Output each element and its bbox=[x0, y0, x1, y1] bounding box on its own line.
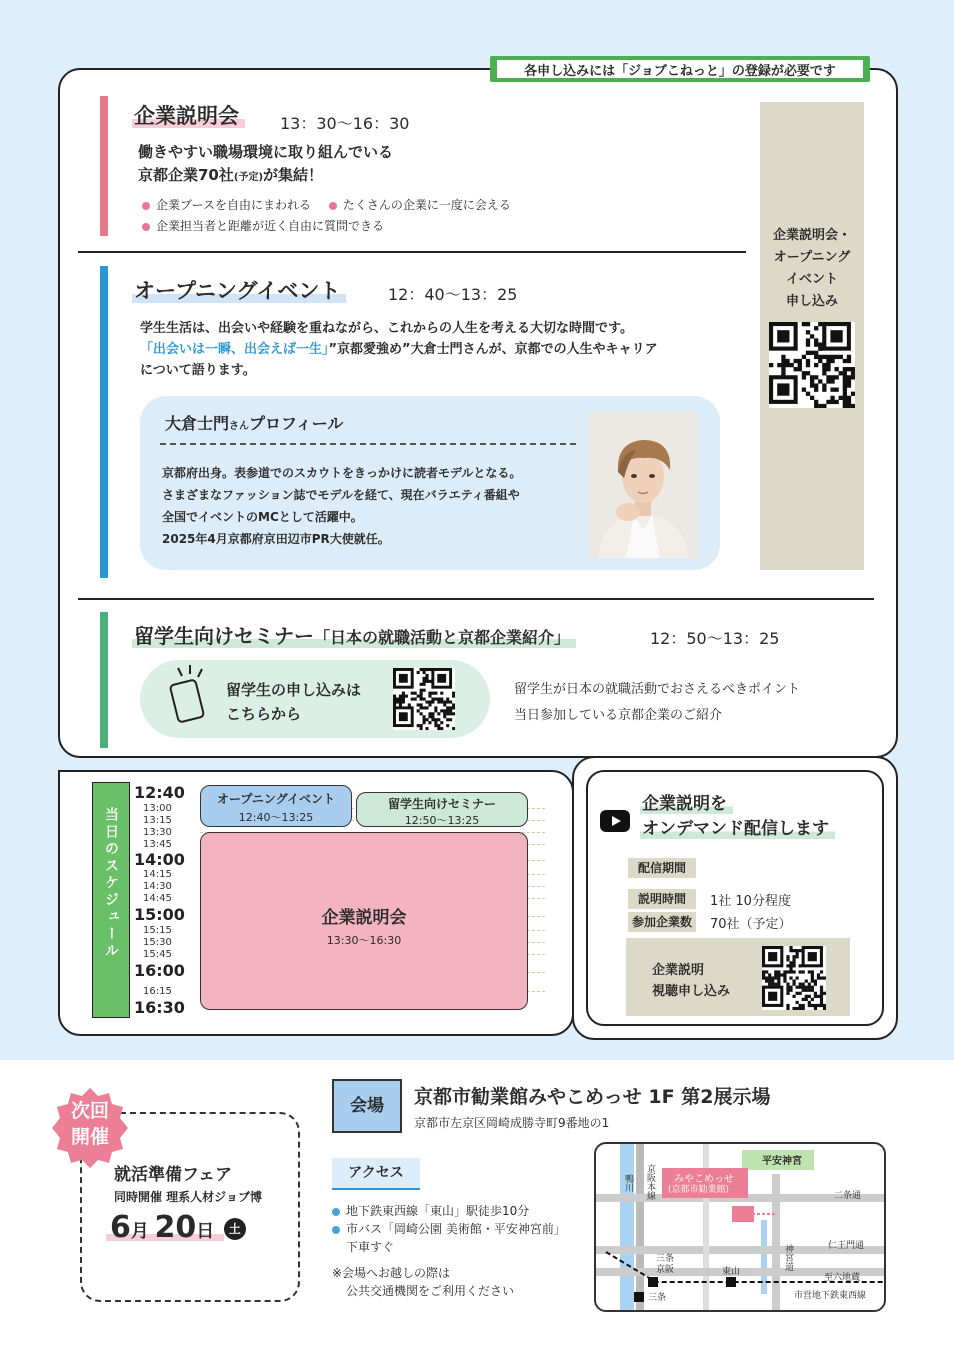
qr-code-apply[interactable] bbox=[769, 322, 855, 408]
bullet-2: たくさんの企業に一度に会える bbox=[329, 198, 511, 212]
next-event-name: 就活準備フェア bbox=[114, 1165, 233, 1185]
time-15-00: 15:00 bbox=[134, 905, 185, 924]
phone-icon bbox=[158, 662, 214, 728]
profile-heading: 大倉士門さんプロフィール bbox=[165, 414, 344, 433]
time-16-15: 16:15 bbox=[143, 986, 172, 997]
time-13-30: 13:30 bbox=[143, 827, 172, 838]
guest-portrait bbox=[588, 412, 698, 558]
registration-notice: 各申し込みには「ジョブこねっと」の登録が必要です bbox=[490, 56, 870, 82]
time-15-45: 15:45 bbox=[143, 949, 172, 960]
opening-title: オープニングイベント bbox=[132, 275, 346, 305]
period-label: 配信期間 bbox=[628, 858, 696, 878]
next-event-badge: 次回 開催 bbox=[48, 1086, 132, 1170]
next-event-date: 6月 20日 土 bbox=[106, 1210, 246, 1245]
seminar-title: 留学生向けセミナー「日本の就職活動と京都企業紹介」 bbox=[132, 620, 576, 649]
venue-label: 会場 bbox=[332, 1079, 402, 1133]
time-13-15: 13:15 bbox=[143, 815, 172, 826]
opening-description: 学生生活は、出会いや経験を重ねながら、これからの人生を考える大切な時間です。 「出会いは一瞬、出会えば一生」”京都愛強め”大倉士門さんが、京都での人生やキャリア について語ります。 bbox=[140, 321, 658, 378]
count-value: 70社（予定） bbox=[710, 917, 792, 932]
bullet-3: 企業担当者と距離が近く自由に質問できる bbox=[142, 216, 511, 237]
time-15-15: 15:15 bbox=[143, 925, 172, 936]
duration-label: 説明時間 bbox=[628, 889, 696, 909]
venue-address: 京都市左京区岡崎成勝寺町9番地の1 bbox=[414, 1116, 610, 1130]
count-label: 参加企業数 bbox=[628, 912, 696, 932]
schedule-label: 当日のスケジュール bbox=[92, 782, 130, 1018]
company-session-lead: 働きやすい職場環境に取り組んでいる 京都企業70社(予定)が集結！ bbox=[138, 143, 394, 184]
company-session-time: 13：30〜16：30 bbox=[280, 114, 410, 133]
access-list: 地下鉄東西線「東山」駅徒歩10分 市バス「岡崎公園 美術館・平安神宮前」 下車すぐ ※会場へお越しの際は 公共交通機関をご利用ください bbox=[332, 1204, 566, 1298]
next-event-sub: 同時開催 理系人材ジョブ博 bbox=[114, 1190, 262, 1204]
seminar-time: 12：50〜13：25 bbox=[650, 629, 780, 648]
qr-code-ondemand[interactable] bbox=[762, 946, 826, 1010]
profile-divider bbox=[160, 443, 576, 445]
seminar-apply-text: 留学生の申し込みは こちらから bbox=[226, 681, 362, 723]
time-16-30: 16:30 bbox=[134, 998, 185, 1017]
opening-time: 12：40〜13：25 bbox=[388, 285, 518, 304]
venue-name: 京都市勧業館みやこめっせ 1F 第2展示場 bbox=[414, 1086, 771, 1108]
time-14-45: 14:45 bbox=[143, 893, 172, 904]
section-bar-blue bbox=[100, 266, 108, 578]
time-14-00: 14:00 bbox=[134, 850, 185, 869]
time-14-15: 14:15 bbox=[143, 869, 172, 880]
access-label: アクセス bbox=[332, 1158, 420, 1190]
time-13-00: 13:00 bbox=[143, 803, 172, 814]
qr-code-seminar[interactable] bbox=[393, 668, 455, 730]
bullet-1: 企業ブースを自由にまわれる bbox=[142, 198, 311, 212]
time-12-40: 12:40 bbox=[134, 783, 185, 802]
divider bbox=[78, 251, 746, 253]
ondemand-title: 企業説明を オンデマンド配信します bbox=[640, 792, 835, 842]
apply-side-text: 企業説明会・ オープニング イベント 申し込み bbox=[772, 228, 851, 309]
time-14-30: 14:30 bbox=[143, 881, 172, 892]
schedule-seminar-block: 留学生向けセミナー 12:50〜13:25 bbox=[356, 792, 528, 827]
time-15-30: 15:30 bbox=[143, 937, 172, 948]
schedule-company-block: 企業説明会 13:30〜16:30 bbox=[200, 832, 528, 1010]
divider bbox=[78, 598, 874, 600]
ondemand-apply-text: 企業説明 視聴申し込み bbox=[652, 963, 731, 999]
seminar-description: 留学生が日本の就職活動でおさえるべきポイント 当日参加している京都企業のご紹介 bbox=[514, 682, 801, 723]
company-session-title: 企業説明会 bbox=[132, 100, 245, 130]
weekday-badge: 土 bbox=[224, 1218, 246, 1240]
time-16-00: 16:00 bbox=[134, 961, 185, 980]
youtube-icon bbox=[600, 810, 630, 836]
company-session-bullets bbox=[142, 195, 511, 237]
profile-text: 京都府出身。表参道でのスカウトをきっかけに読者モデルとなる。 さまざまなファッション誌でモデルを経て、現在バラエティ番組や 全国でイベントのMCとして活躍中。 2025年4月京都府京田辺市PR大使就任。 bbox=[162, 466, 522, 546]
section-bar-pink bbox=[100, 96, 108, 236]
section-bar-green bbox=[100, 612, 108, 748]
duration-value: 1社 10分程度 bbox=[710, 894, 791, 909]
access-map: 平安神宮 みやこめっせ (京都市勧業館) 鴨川 京阪本線 二条通 神宮道 仁王門通 三条京阪 東山 至六地蔵 三条 市営地下鉄東西線 bbox=[594, 1142, 886, 1312]
schedule-opening-block: オープニングイベント 12:40〜13:25 bbox=[200, 785, 352, 827]
time-13-45: 13:45 bbox=[143, 839, 172, 850]
